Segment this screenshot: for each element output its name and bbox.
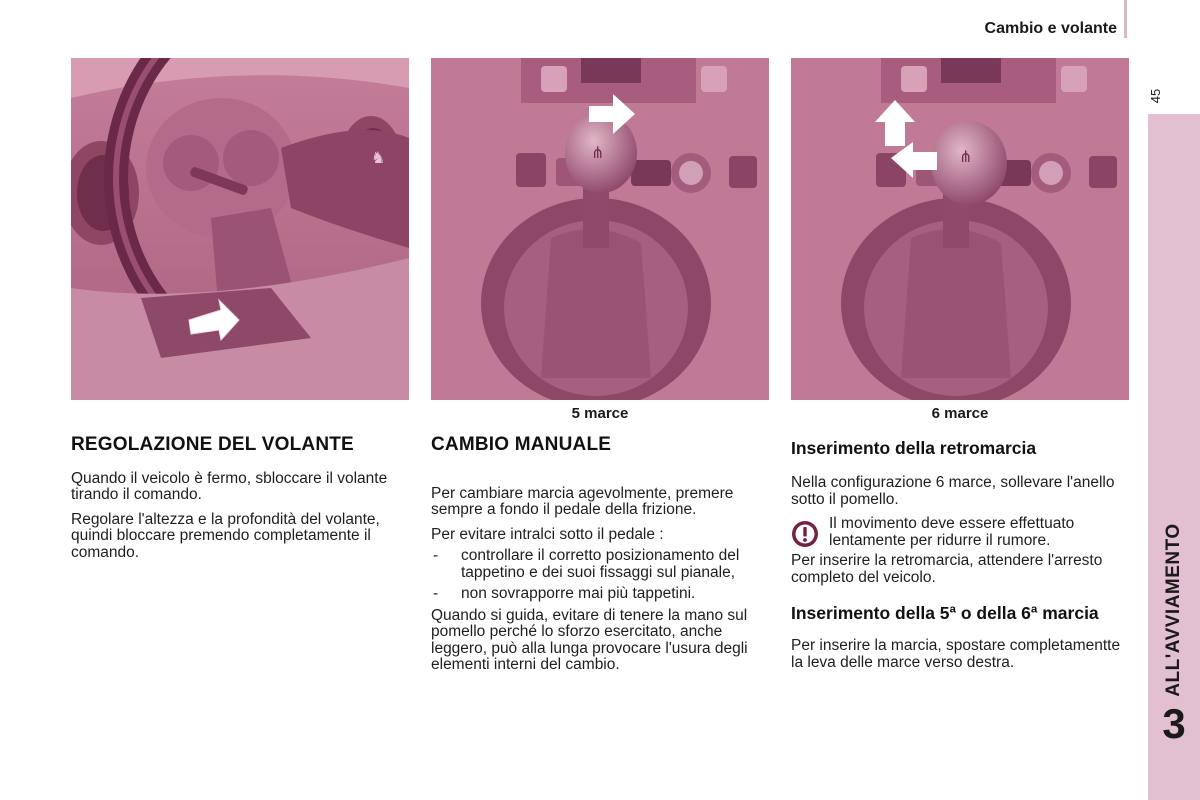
steering-adjust-photo [71, 58, 409, 400]
warning-note [791, 516, 1131, 549]
gearbox-para-1: Per cambiare marcia agevolmente, premere sempre a fondo il pedale della frizione. [431, 484, 734, 518]
reverse-gear-section [791, 439, 1131, 671]
gearbox-heading: CAMBIO MANUALE [431, 434, 612, 455]
list-item [431, 586, 771, 603]
figure-caption-6-speed: 6 marce [931, 405, 989, 422]
steering-section [71, 434, 411, 561]
bullet-text-2: non sovrapporre mai più tappetini. [461, 585, 696, 602]
gearbox-para-2: Per evitare intralci sotto il pedale : [431, 525, 664, 543]
exclamation-circle-icon [791, 520, 819, 548]
bullet-dash: - [433, 547, 439, 564]
steering-para-2: Regolare l'altezza e la profondità del volante, quindi bloccare premendo completamente il comando. [71, 510, 380, 561]
svg-text:⋔: ⋔ [591, 143, 605, 162]
bullet-dash: - [433, 585, 439, 602]
gearbox-5-photo [431, 58, 769, 400]
fifth-sixth-para: Per inserire la marcia, spostare completamentte la leva delle marce verso destra. [791, 637, 1121, 671]
header-divider [1124, 0, 1127, 38]
section-title: Cambio e volante [984, 20, 1117, 37]
chapter-label: ALL'AVVIAMENTO [1163, 523, 1184, 697]
reverse-para-1: Nella configurazione 6 marce, sollevare l'anello sotto il pomello. [791, 474, 1115, 508]
page-number: 45 [1148, 88, 1163, 104]
warning-text: Il movimento deve essere effettuato lentamente per ridurre il rumore. [829, 515, 1075, 549]
figure-caption-5-speed: 5 marce [571, 405, 629, 422]
svg-text:♞: ♞ [371, 148, 386, 167]
fifth-sixth-heading: Inserimento della 5ª o della 6ª marcia [791, 603, 1099, 623]
chapter-number: 3 [1162, 700, 1186, 747]
manual-gearbox-section [431, 434, 771, 674]
gearbox-para-3: Quando si guida, evitare di tenere la mano sul pomello perché lo sforzo esercitato, anche leggero, può alla lunga provocare l'usura degli elementi interni del cambio. [431, 606, 748, 673]
bullet-text-1: controllare il corretto posizionamento del tappetino e dei suoi fissaggi sul pianale, [461, 547, 740, 581]
steering-para-1: Quando il veicolo è fermo, sbloccare il volante tirando il comando. [71, 469, 388, 503]
svg-text:⋔: ⋔ [959, 147, 973, 166]
reverse-heading: Inserimento della retromarcia [791, 438, 1037, 458]
reverse-para-2: Per inserire la retromarcia, attendere l'arresto completo del veicolo. [791, 552, 1103, 586]
steering-heading: REGOLAZIONE DEL VOLANTE [71, 434, 354, 455]
gearbox-6-photo [791, 58, 1129, 400]
list-item [431, 548, 771, 581]
